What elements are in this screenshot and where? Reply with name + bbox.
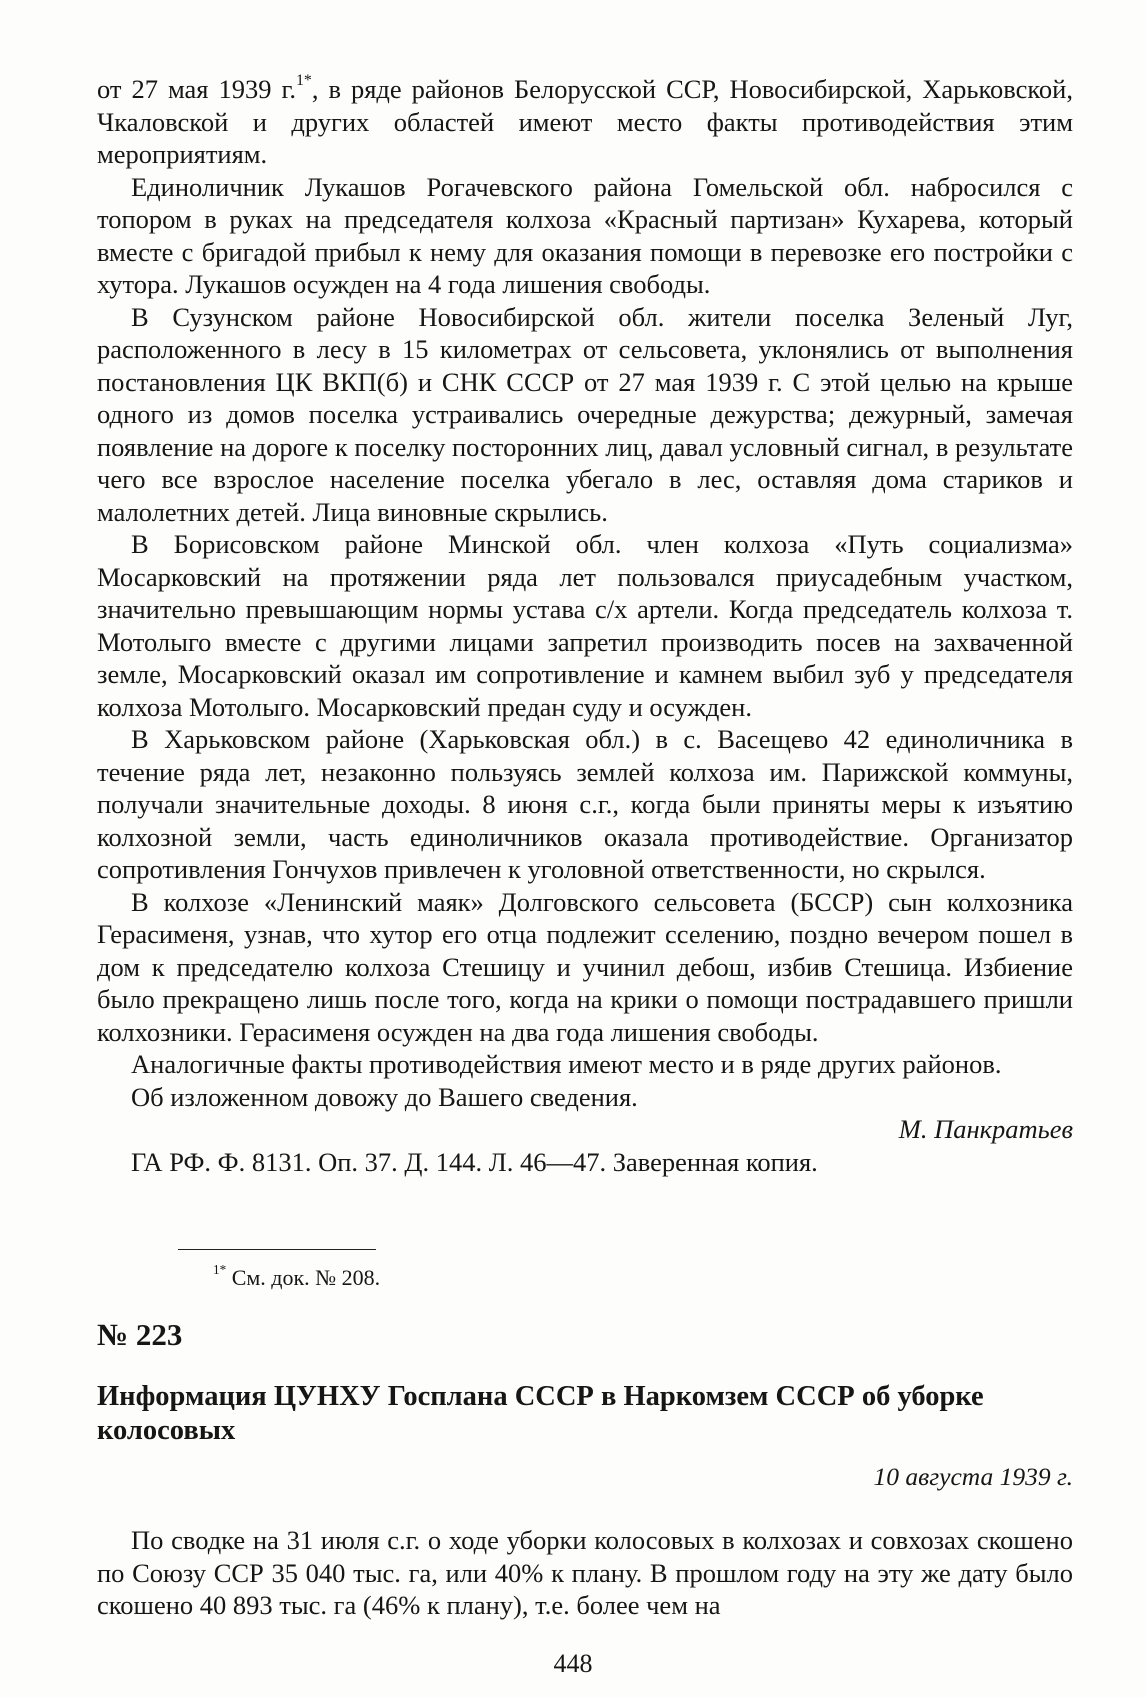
footnote-marker: 1* <box>213 1262 227 1278</box>
letter-body <box>97 73 1073 1178</box>
footnote-reference: 1* <box>295 72 312 89</box>
paragraph-closing: Об изложенном довожу до Вашего сведения. <box>131 1081 638 1112</box>
paragraph-similar-facts: Аналогичные факты противодействия имеют место и в ряде других районов. <box>131 1049 1002 1079</box>
archive-source: ГА РФ. Ф. 8131. Оп. 37. Д. 144. Л. 46—47. Заверенная копия. <box>131 1146 818 1177</box>
paragraph-suzun: В Сузунском районе Новосибирской обл. жители поселка Зеленый Луг, расположенного в лесу в 15 километрах от сельсовета, уклонялись от выполнения постановления ЦК ВКП(б) и СНК СССР от 27 мая 1939 г. С этой целью на крыше одного из домов поселка устраивались очередные дежурства; дежурный, замечая появление на дороге к поселку посторонних лиц, давал условный сигнал, в результате чего все взрослое население поселка убегало в лес, оставляя дома стариков и малолетних детей. Лица виновные скрылись. <box>97 301 1073 527</box>
paragraph-continuation: от 27 мая 1939 г.$^{1*}$, в ряде районов Белорусской ССР, Новосибирской, Харьковской, Чкаловской и других областей имеют место факты противодействия этим мероприятиям. <box>97 72 1073 169</box>
document-title: Информация ЦУНХУ Госплана СССР в Наркомзем СССР об уборке колосовых <box>97 1381 984 1446</box>
footnote-divider <box>178 1249 376 1250</box>
paragraph-lukashov: Единоличник Лукашов Рогачевского района Гомельской обл. набросился с топором в руках на председателя колхоза «Красный партизан» Кухарева, который вместе с бригадой прибыл к нему для оказания помощи в перевозке его постройки с хутора. Лукашов осужден на 4 года лишения свободы. <box>97 171 1073 299</box>
footnote-text: См. док. № 208. <box>226 1265 381 1290</box>
signature: М. Панкратьев <box>898 1114 1073 1144</box>
footnote <box>213 1264 380 1292</box>
document-number: № 223 <box>97 1317 183 1352</box>
paragraph-harvest-report: По сводке на 31 июля с.г. о ходе уборки колосовых в колхозах и совхозах скошено по Союзу ССР 35 040 тыс. га, или 40% к плану. В прошлом году на эту же дату было скошено 40 893 тыс. га (46% к плану), т.е. более чем на <box>97 1525 1073 1620</box>
paragraph-kharkov: В Харьковском районе (Харьковская обл.) в с. Васещево 42 единоличника в течение ряда лет, незаконно пользуясь землей колхоза им. Парижской коммуны, получали значительные доходы. 8 июня с.г., когда были приняты меры к изъятию колхозной земли, часть единоличников оказала противодействие. Организатор сопротивления Гончухов привлечен к уголовной ответственности, но скрылся. <box>97 724 1073 884</box>
paragraph-borisov: В Борисовском районе Минской обл. член колхоза «Путь социализма» Мосарковский на протяжении ряда лет пользовался приусадебным участком, значительно превышающим нормы устава с/х артели. Когда председатель колхоза т. Мотолыго вместе с другими лицами запретил производить посев на захваченной земле, Мосарковский оказал им сопротивление и камнем выбил зуб у председателя колхоза Мотолыго. Мосарковский предан суду и осужден. <box>97 529 1073 722</box>
paragraph-lenin-mayak: В колхозе «Ленинский маяк» Долговского сельсовета (БССР) сын колхозника Герасименя, узнав, что хутор его отца подлежит сселению, поздно вечером пошел в дом к председателю колхоза Стешицу и учинил дебош, избив Стешица. Избиение было прекращено лишь после того, когда на крики о помощи пострадавшего пришли колхозники. Герасименя осужден на два года лишения свободы. <box>97 886 1073 1047</box>
document-body <box>97 1524 1073 1622</box>
page-number: 448 <box>553 1649 593 1678</box>
document-date: 10 августа 1939 г. <box>873 1462 1073 1491</box>
